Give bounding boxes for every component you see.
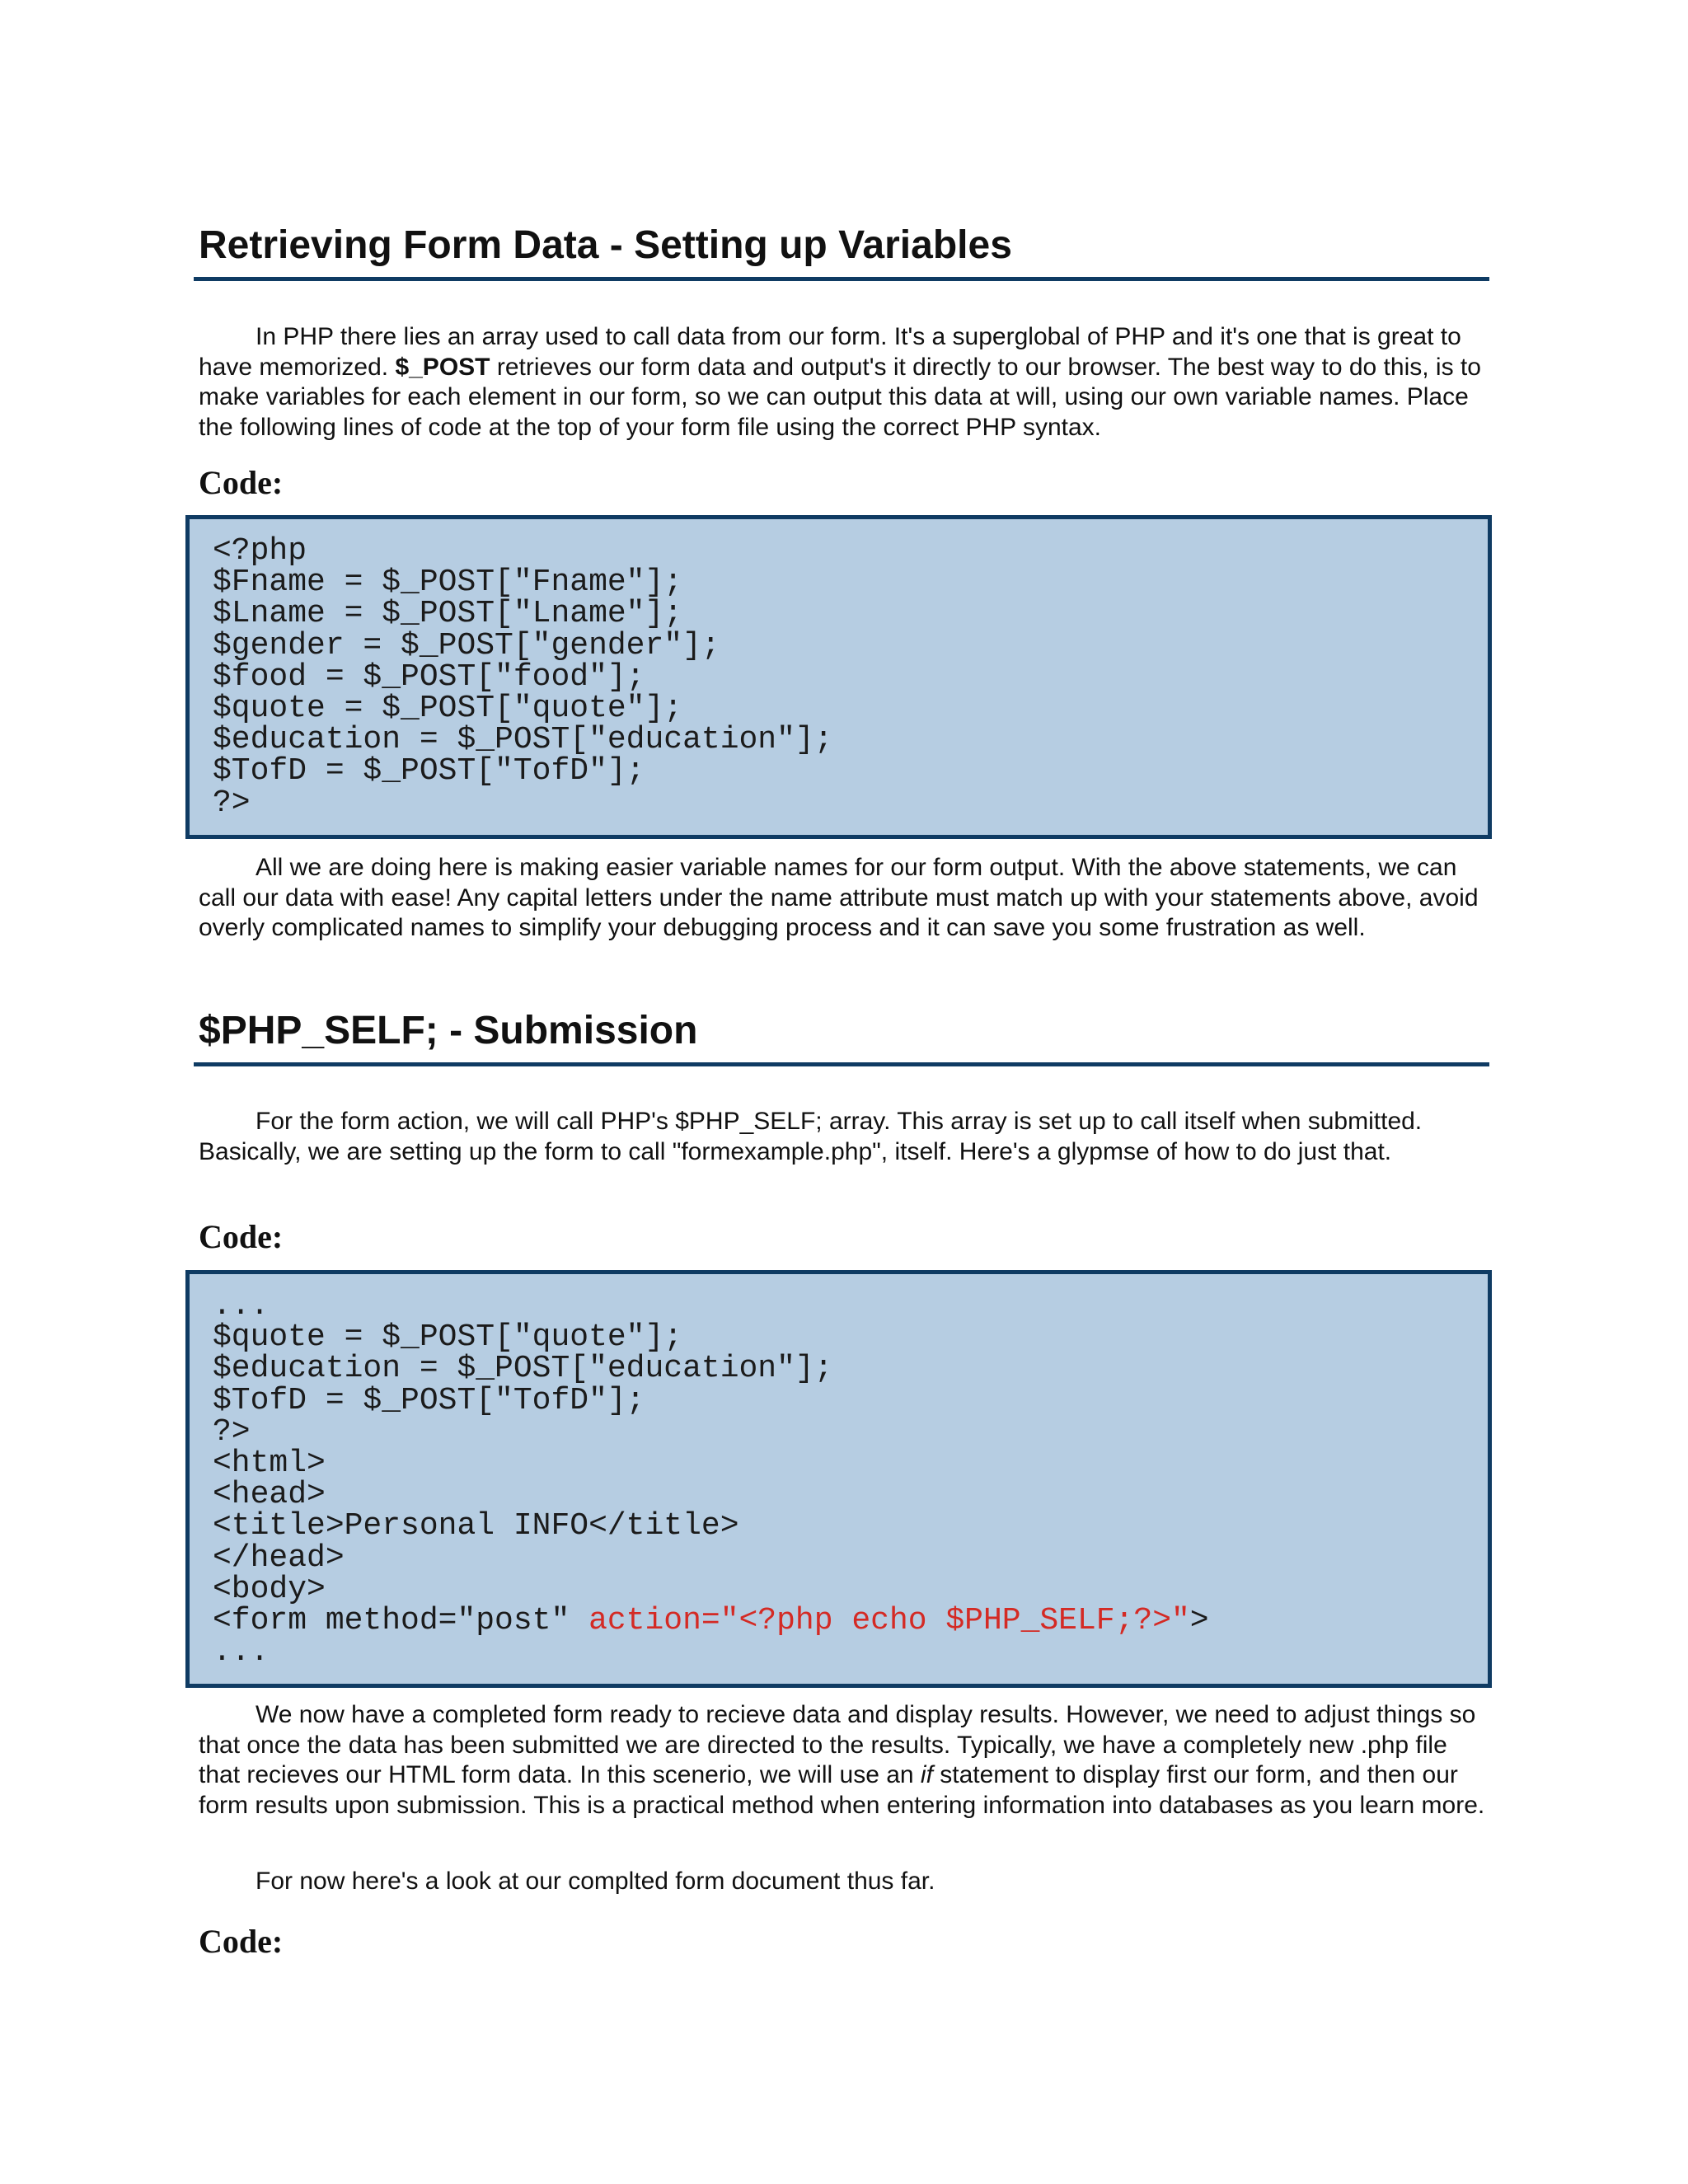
code-line: <html> bbox=[213, 1446, 326, 1482]
code-line: <title>Personal INFO</title> bbox=[213, 1508, 739, 1544]
heading-rule bbox=[194, 1062, 1489, 1066]
code-label: Code: bbox=[199, 1923, 284, 1960]
code-line: $Fname = $_POST["Fname"]; bbox=[213, 565, 683, 601]
form-tag-end: > bbox=[1189, 1603, 1209, 1639]
intro-paragraph bbox=[199, 322, 1489, 443]
code-block-form bbox=[185, 1270, 1492, 1688]
code-line: <body> bbox=[213, 1571, 326, 1607]
for-now-paragraph: For now here's a look at our complted form document thus far. bbox=[256, 1868, 935, 1895]
intro-text-end: retrieves our form data and output's it directly to our browser. The best way to do this, is to make variables for each element in our form, so we can output this data at will, using our own variable names. Place the following lines of code at the top of your form file using the correct PHP syntax. bbox=[199, 353, 1481, 441]
heading-rule bbox=[194, 277, 1489, 281]
explanation-paragraph: All we are doing here is making easier variable names for our form output. With the above statements, we can call our data with ease! Any capital letters under the name attribute must match up with your statements above, avoid overly complicated names to simplify your debugging process and it can save you some frustration as well. bbox=[199, 854, 1479, 941]
code-line: ?> bbox=[213, 1413, 251, 1450]
completed-text-start: We now have a completed form ready to recieve data and display results. However, we need to adjust things so that once the data has been submitted we are directed to the results. Typically, we have a completely new .php file that recieves our HTML form data. In this scenerio, we will use an bbox=[199, 1701, 1476, 1788]
php-self-paragraph: For the form action, we will call PHP's $PHP_SELF; array. This array is set up to call itself when submitted. Basically, we are setting up the form to call "formexample.php", itself. Here's a glypmse of how to do just that. bbox=[199, 1108, 1423, 1165]
action-attribute-highlight: action="<?php echo $PHP_SELF;?>" bbox=[588, 1603, 1190, 1639]
code-line: $quote = $_POST["quote"]; bbox=[213, 1319, 683, 1356]
form-tag-start: <form method="post" bbox=[213, 1603, 589, 1639]
code-line: $gender = $_POST["gender"]; bbox=[213, 627, 720, 663]
code-line: ?> bbox=[213, 785, 251, 821]
code-label: Code: bbox=[199, 464, 284, 501]
post-keyword: $_POST bbox=[395, 353, 490, 381]
code-line: $TofD = $_POST["TofD"]; bbox=[213, 1382, 645, 1418]
completed-form-paragraph bbox=[199, 1700, 1489, 1821]
code-line: </head> bbox=[213, 1540, 345, 1576]
code-block-variables bbox=[185, 515, 1492, 839]
code-line: $education = $_POST["education"]; bbox=[213, 1351, 833, 1387]
code-line: $food = $_POST["food"]; bbox=[213, 658, 645, 695]
code-line: ... bbox=[213, 1288, 270, 1324]
if-keyword: if bbox=[920, 1761, 933, 1788]
section-heading-form-data: Retrieving Form Data - Setting up Variables bbox=[199, 223, 1012, 267]
section-heading-php-self: $PHP_SELF; - Submission bbox=[199, 1009, 698, 1052]
code-line: $education = $_POST["education"]; bbox=[213, 722, 833, 758]
code-line: $Lname = $_POST["Lname"]; bbox=[213, 596, 683, 632]
code-line: ... bbox=[213, 1634, 270, 1671]
code-line-form bbox=[213, 1605, 1468, 1637]
code-line: <head> bbox=[213, 1477, 326, 1513]
code-line: <?php bbox=[213, 533, 307, 569]
code-line: $quote = $_POST["quote"]; bbox=[213, 691, 683, 727]
completed-text-end: statement to display first our form, and then our form results upon submission. This is a practical method when entering information into databases as you learn more. bbox=[199, 1761, 1485, 1819]
code-label: Code: bbox=[199, 1218, 284, 1255]
code-line: $TofD = $_POST["TofD"]; bbox=[213, 753, 645, 790]
intro-text-start: In PHP there lies an array used to call data from our form. It's a superglobal of PHP and it's one that is great to have memorized. bbox=[199, 323, 1461, 381]
